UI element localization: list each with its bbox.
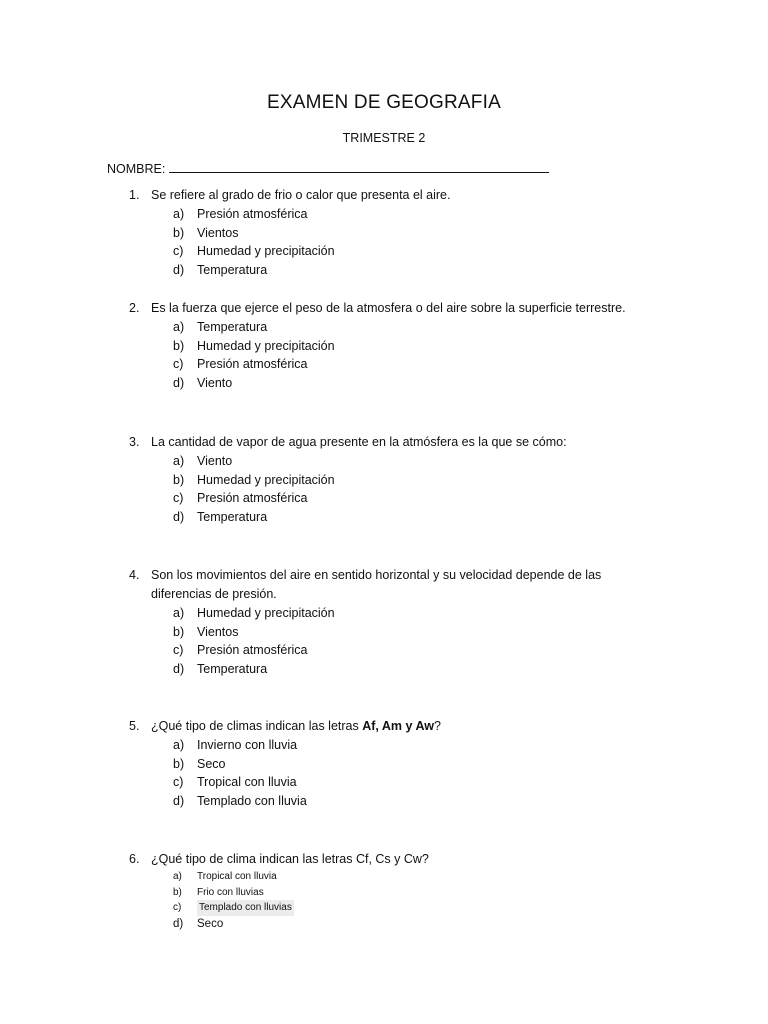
option-b	[173, 623, 609, 642]
option-text-highlighted: Templado con lluvias	[197, 900, 294, 916]
option-letter: c)	[173, 491, 184, 506]
option-text: Tropical con lluvia	[197, 775, 297, 790]
exam-subtitle: TRIMESTRE 2	[342, 131, 426, 145]
option-letter: a)	[173, 207, 185, 221]
option-text: Presión atmosférica	[197, 207, 308, 221]
option-text: Humedad y precipitación	[197, 338, 335, 353]
question-text	[151, 717, 689, 736]
option-letter: d)	[173, 794, 185, 809]
question-text: ¿Qué tipo de clima indican las letras Cf, Cs y Cw?	[151, 852, 429, 866]
name-blank-line	[169, 160, 549, 173]
option-letter: c)	[173, 244, 184, 259]
question-2	[129, 299, 689, 393]
option-text: Seco	[197, 756, 226, 771]
question-text-bold: Af, Am y Aw	[362, 719, 434, 733]
option-letter: a)	[173, 320, 185, 334]
option-d	[173, 508, 689, 527]
question-number: 1.	[129, 188, 140, 202]
option-c	[173, 900, 689, 916]
option-letter: b)	[173, 225, 185, 240]
option-letter: d)	[173, 510, 185, 525]
option-d	[173, 792, 689, 811]
option-b	[173, 337, 689, 356]
options-list	[173, 452, 689, 527]
exam-title: EXAMEN DE GEOGRAFIA	[267, 92, 501, 113]
option-text: Seco	[197, 917, 224, 930]
option-d	[173, 660, 609, 679]
question-text: Son los movimientos del aire en sentido horizontal y su velocidad depende de las diferencias de presión.	[151, 568, 602, 601]
name-label: NOMBRE:	[107, 162, 166, 176]
option-c	[173, 242, 689, 261]
question-text-start: ¿Qué tipo de climas indican las letras	[151, 719, 363, 733]
option-a	[173, 869, 689, 885]
option-text: Humedad y precipitación	[197, 606, 335, 620]
option-letter: d)	[173, 662, 185, 677]
option-text: Temperatura	[197, 320, 268, 334]
option-letter: b)	[173, 624, 185, 639]
option-letter: b)	[173, 472, 185, 487]
options-list	[173, 205, 689, 280]
option-letter: d)	[173, 263, 185, 278]
option-letter: b)	[173, 756, 185, 771]
options-list	[173, 604, 609, 679]
option-letter: a)	[173, 871, 182, 882]
option-letter: a)	[173, 738, 185, 752]
option-text: Vientos	[197, 624, 239, 639]
option-text: Presión atmosférica	[197, 491, 308, 506]
option-text: Templado con lluvia	[197, 794, 307, 809]
question-number: 2.	[129, 301, 140, 315]
option-text: Presión atmosférica	[197, 643, 308, 658]
option-letter: c)	[173, 357, 184, 372]
option-text: Humedad y precipitación	[197, 472, 335, 487]
option-b	[173, 471, 689, 490]
option-a	[173, 736, 689, 755]
option-d	[173, 261, 689, 280]
option-text: Temperatura	[197, 662, 268, 677]
question-6	[129, 850, 689, 933]
option-letter: b)	[173, 338, 185, 353]
option-text: Viento	[197, 376, 233, 391]
options-list	[173, 736, 689, 811]
option-b	[173, 755, 689, 774]
option-a	[173, 205, 689, 224]
option-d	[173, 374, 689, 393]
option-text: Invierno con lluvia	[197, 738, 298, 752]
option-a	[173, 604, 609, 623]
option-a	[173, 452, 689, 471]
question-text: Se refiere al grado de frio o calor que presenta el aire.	[151, 188, 451, 202]
option-text: Humedad y precipitación	[197, 244, 335, 259]
option-c	[173, 773, 689, 792]
option-letter: c)	[173, 775, 184, 790]
option-text: Temperatura	[197, 263, 268, 278]
option-letter: c)	[173, 902, 182, 913]
option-letter: d)	[173, 917, 184, 930]
option-c	[173, 355, 689, 374]
option-b	[173, 224, 689, 243]
question-5	[129, 717, 689, 811]
option-a	[173, 318, 689, 337]
question-number: 6.	[129, 852, 140, 866]
option-text: Presión atmosférica	[197, 357, 308, 372]
question-number: 3.	[129, 435, 140, 449]
option-text: Temperatura	[197, 510, 268, 525]
option-b	[173, 885, 689, 901]
option-letter: a)	[173, 606, 185, 620]
options-list	[173, 869, 689, 933]
option-letter: b)	[173, 886, 182, 898]
question-1	[129, 186, 689, 280]
name-field	[107, 160, 549, 176]
option-c	[173, 489, 689, 508]
option-text: Viento	[197, 454, 233, 468]
question-3	[129, 433, 689, 527]
option-d	[173, 916, 689, 933]
question-number: 4.	[129, 568, 140, 582]
option-text: Frio con lluvias	[197, 886, 264, 898]
option-letter: c)	[173, 643, 184, 658]
option-letter: d)	[173, 376, 185, 391]
question-text: Es la fuerza que ejerce el peso de la atmosfera o del aire sobre la superficie terrestre.	[151, 301, 626, 315]
question-4	[129, 566, 609, 679]
question-text-end: ?	[434, 719, 441, 733]
options-list	[173, 318, 689, 393]
option-text: Tropical con lluvia	[197, 871, 277, 882]
option-text: Vientos	[197, 225, 239, 240]
option-c	[173, 641, 609, 660]
question-number: 5.	[129, 719, 140, 733]
option-letter: a)	[173, 454, 185, 468]
question-text: La cantidad de vapor de agua presente en la atmósfera es la que se cómo:	[151, 435, 567, 449]
